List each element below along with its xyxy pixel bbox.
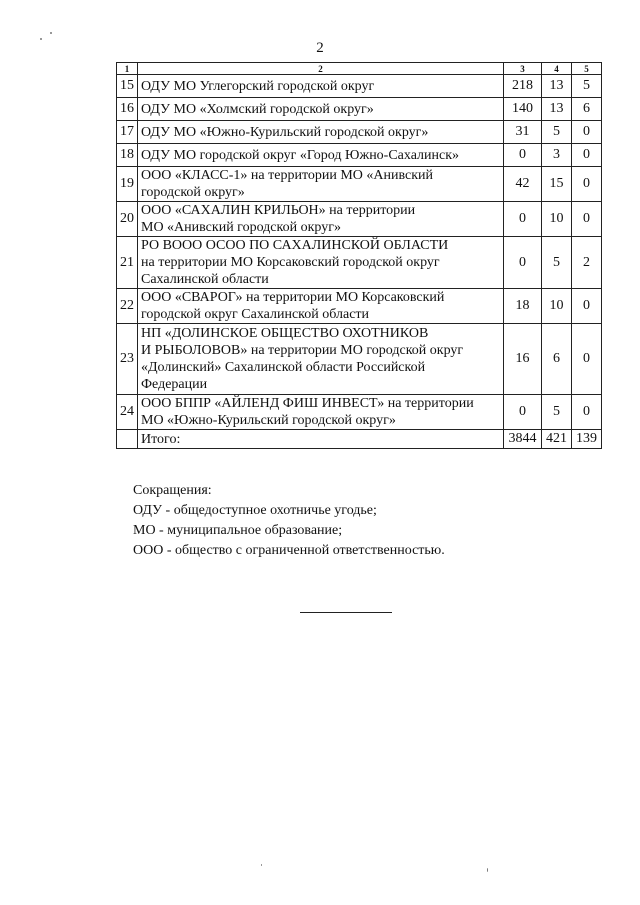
row-name <box>138 167 504 202</box>
total-col-3: 3844 <box>504 430 542 449</box>
row-number: 15 <box>117 75 138 98</box>
row-col-4: 5 <box>542 121 572 144</box>
row-col-3: 0 <box>504 144 542 167</box>
table-row <box>117 167 602 202</box>
table-row <box>117 75 602 98</box>
row-name <box>138 121 504 144</box>
row-name <box>138 98 504 121</box>
scan-speck <box>50 32 52 34</box>
abbreviation-item: ООО - общество с ограниченной ответственностью. <box>133 543 445 558</box>
row-number: 24 <box>117 395 138 430</box>
row-name-line: МО «Анивский городской округ» <box>141 220 341 235</box>
row-col-4: 10 <box>542 202 572 237</box>
row-name <box>138 237 504 289</box>
row-name <box>138 289 504 324</box>
row-number: 18 <box>117 144 138 167</box>
table-row <box>117 144 602 167</box>
row-col-5: 0 <box>572 121 602 144</box>
table-header-row <box>117 63 602 75</box>
table-row <box>117 237 602 289</box>
header-col-5: 5 <box>572 63 602 75</box>
row-col-3: 16 <box>504 324 542 395</box>
page-number: 2 <box>316 40 324 56</box>
abbreviation-item: ОДУ - общедоступное охотничье угодье; <box>133 503 377 518</box>
row-name-line: ОДУ МО «Южно-Курильский городской округ» <box>141 124 429 140</box>
row-number: 20 <box>117 202 138 237</box>
row-col-4: 13 <box>542 98 572 121</box>
row-name-line: Федерации <box>141 377 208 392</box>
row-col-4: 5 <box>542 237 572 289</box>
row-col-5: 0 <box>572 144 602 167</box>
row-col-4: 5 <box>542 395 572 430</box>
row-number: 22 <box>117 289 138 324</box>
row-col-4: 3 <box>542 144 572 167</box>
table-body <box>117 75 602 430</box>
row-col-5: 0 <box>572 324 602 395</box>
table-row <box>117 289 602 324</box>
row-col-3: 0 <box>504 202 542 237</box>
row-col-5: 0 <box>572 289 602 324</box>
row-name <box>138 144 504 167</box>
row-col-3: 0 <box>504 237 542 289</box>
row-name-line: МО «Южно-Курильский городской округ» <box>141 413 396 428</box>
row-name-line: городской округ» <box>141 185 245 200</box>
row-name <box>138 324 504 395</box>
row-name-line: городской округ Сахалинской области <box>141 307 370 322</box>
abbreviations-block <box>133 481 445 561</box>
abbreviations-title: Сокращения: <box>133 483 212 498</box>
total-row <box>117 430 602 449</box>
row-name-line: И РЫБОЛОВОВ» на территории МО городской округ <box>141 343 464 358</box>
scan-speck <box>487 868 488 872</box>
row-name <box>138 75 504 98</box>
row-name-line: «Долинский» Сахалинской области Российской <box>141 360 426 375</box>
hunting-grounds-table <box>116 62 602 449</box>
header-col-2: 2 <box>138 63 504 75</box>
row-col-3: 0 <box>504 395 542 430</box>
row-col-3: 218 <box>504 75 542 98</box>
row-col-4: 10 <box>542 289 572 324</box>
table-row <box>117 395 602 430</box>
row-name-line: на территории МО Корсаковский городской округ <box>141 255 440 270</box>
row-number: 17 <box>117 121 138 144</box>
row-col-5: 6 <box>572 98 602 121</box>
scan-speck <box>40 38 42 40</box>
table-row <box>117 121 602 144</box>
total-label: Итого: <box>138 430 504 449</box>
row-name <box>138 202 504 237</box>
header-col-1: 1 <box>117 63 138 75</box>
row-col-5: 0 <box>572 395 602 430</box>
row-col-4: 13 <box>542 75 572 98</box>
header-col-4: 4 <box>542 63 572 75</box>
row-col-3: 42 <box>504 167 542 202</box>
table-row <box>117 202 602 237</box>
row-name-line: ООО БППР «АЙЛЕНД ФИШ ИНВЕСТ» на территории <box>141 396 474 411</box>
header-col-3: 3 <box>504 63 542 75</box>
row-col-5: 2 <box>572 237 602 289</box>
abbreviation-item: МО - муниципальное образование; <box>133 523 343 538</box>
row-name-line: ОДУ МО «Холмский городской округ» <box>141 101 374 117</box>
total-number-cell <box>117 430 138 449</box>
row-name-line: РО ВООО ОСОО ПО САХАЛИНСКОЙ ОБЛАСТИ <box>141 238 449 253</box>
row-number: 23 <box>117 324 138 395</box>
row-name-line: НП «ДОЛИНСКОЕ ОБЩЕСТВО ОХОТНИКОВ <box>141 326 429 341</box>
scan-speck <box>261 864 262 866</box>
total-col-5: 139 <box>572 430 602 449</box>
row-col-5: 0 <box>572 202 602 237</box>
row-col-5: 0 <box>572 167 602 202</box>
row-name-line: ООО «САХАЛИН КРИЛЬОН» на территории <box>141 203 416 218</box>
row-col-3: 18 <box>504 289 542 324</box>
row-number: 19 <box>117 167 138 202</box>
row-col-5: 5 <box>572 75 602 98</box>
table-row <box>117 98 602 121</box>
table-row <box>117 324 602 395</box>
row-number: 21 <box>117 237 138 289</box>
row-col-3: 31 <box>504 121 542 144</box>
total-col-4: 421 <box>542 430 572 449</box>
row-name-line: ООО «СВАРОГ» на территории МО Корсаковский <box>141 290 445 305</box>
separator-line <box>300 612 392 613</box>
row-col-4: 6 <box>542 324 572 395</box>
row-name-line: ОДУ МО Углегорский городской округ <box>141 78 375 94</box>
row-name-line: Сахалинской области <box>141 272 269 287</box>
row-name-line: ООО «КЛАСС-1» на территории МО «Анивский <box>141 168 434 183</box>
row-number: 16 <box>117 98 138 121</box>
row-col-3: 140 <box>504 98 542 121</box>
row-name-line: ОДУ МО городской округ «Город Южно-Сахалинск» <box>141 147 460 163</box>
row-col-4: 15 <box>542 167 572 202</box>
row-name <box>138 395 504 430</box>
